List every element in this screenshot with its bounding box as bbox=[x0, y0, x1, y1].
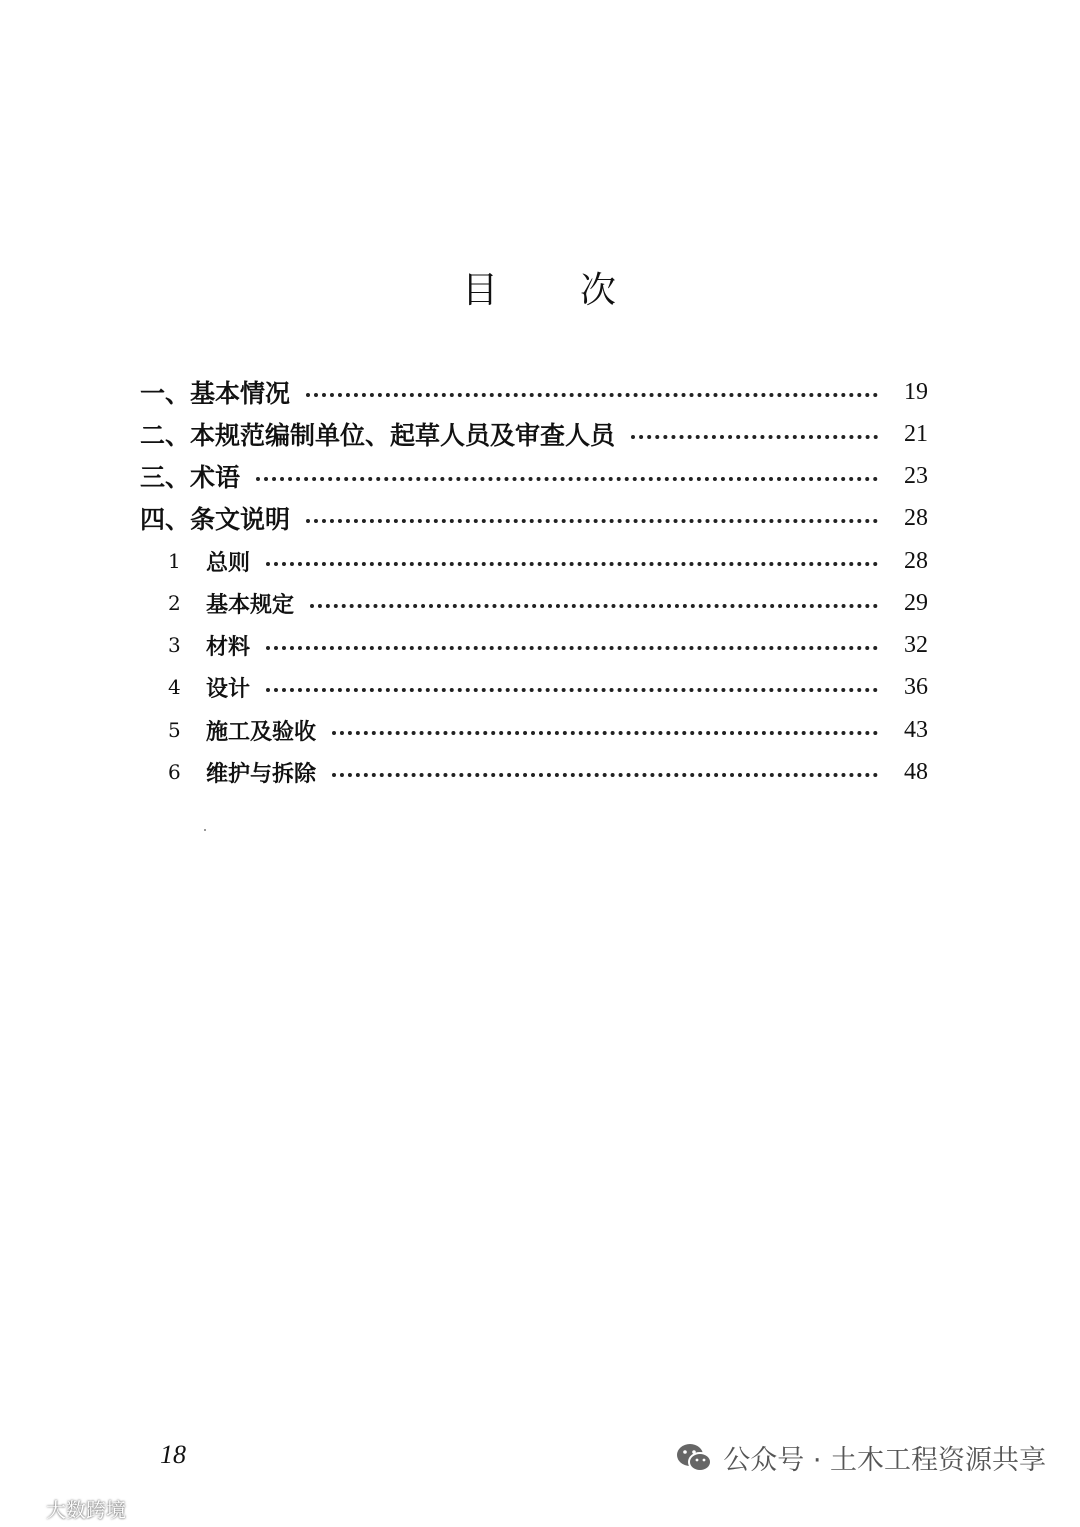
toc-subentry[interactable] bbox=[168, 625, 928, 665]
toc-subentry-number: 6 bbox=[168, 760, 181, 784]
toc-title-char: 目 bbox=[461, 270, 500, 311]
page-number: 18 bbox=[160, 1440, 186, 1469]
toc-subentry-label: 基本规定 bbox=[206, 591, 295, 618]
dot-leader bbox=[266, 562, 878, 566]
toc-subentry-label: 维护与拆除 bbox=[206, 760, 317, 787]
toc-subentry[interactable] bbox=[168, 752, 928, 792]
brand-logo-icon bbox=[10, 1497, 40, 1521]
toc-subentry-number: 1 bbox=[168, 549, 181, 573]
toc-subentry[interactable] bbox=[168, 667, 928, 707]
toc-subentry-page: 29 bbox=[904, 589, 928, 616]
wechat-icon bbox=[675, 1442, 713, 1474]
toc-subentry-page: 48 bbox=[904, 758, 928, 785]
wechat-watermark bbox=[675, 1438, 1046, 1477]
toc-subentry-number: 2 bbox=[168, 591, 181, 615]
toc-subentry-label: 总则 bbox=[206, 549, 251, 576]
dot-leader bbox=[631, 435, 878, 439]
toc-entry-page: 21 bbox=[904, 420, 928, 447]
toc-subentry-number: 3 bbox=[168, 633, 181, 657]
toc-entry-page: 23 bbox=[904, 462, 928, 489]
toc-entry-label: 二、本规范编制单位、起草人员及审查人员 bbox=[140, 421, 616, 450]
toc-entry-page: 28 bbox=[904, 504, 928, 531]
scan-speck bbox=[204, 829, 206, 831]
toc-entry-label: 一、基本情况 bbox=[140, 379, 291, 408]
watermark-text: 大数跨境 bbox=[46, 1498, 126, 1522]
toc-subentry-number: 5 bbox=[168, 718, 181, 742]
dot-leader bbox=[332, 773, 878, 777]
toc-subentry-number: 4 bbox=[168, 675, 181, 699]
toc-title-char: 次 bbox=[580, 270, 619, 311]
toc-entry[interactable] bbox=[140, 414, 928, 454]
toc-entry-page: 19 bbox=[904, 378, 928, 405]
dot-leader bbox=[266, 646, 878, 650]
toc-subentry-page: 43 bbox=[904, 716, 928, 743]
toc-subentry-page: 32 bbox=[904, 631, 928, 658]
dot-leader bbox=[306, 393, 878, 397]
dot-leader bbox=[256, 477, 878, 481]
toc-title bbox=[0, 262, 1080, 313]
dot-leader bbox=[266, 688, 878, 692]
toc-subentry-page: 28 bbox=[904, 547, 928, 574]
toc-subentry[interactable] bbox=[168, 710, 928, 750]
toc-entry[interactable] bbox=[140, 498, 928, 538]
toc-subentry[interactable] bbox=[168, 541, 928, 581]
toc-subentry-label: 施工及验收 bbox=[206, 718, 317, 745]
dot-leader bbox=[332, 731, 878, 735]
dot-leader bbox=[310, 604, 878, 608]
toc-entry[interactable] bbox=[140, 456, 928, 496]
dot-leader bbox=[306, 519, 878, 523]
toc-entry-label: 四、条文说明 bbox=[140, 505, 291, 534]
toc-entry-label: 三、术语 bbox=[140, 463, 241, 492]
toc-subentry-page: 36 bbox=[904, 673, 928, 700]
toc-subentry-label: 材料 bbox=[206, 633, 251, 660]
toc-subentry-label: 设计 bbox=[206, 675, 251, 702]
watermark-text: 公众号 · 土木工程资源共享 bbox=[723, 1445, 1046, 1476]
toc-subentry[interactable] bbox=[168, 583, 928, 623]
source-watermark bbox=[10, 1494, 126, 1523]
toc-entry[interactable] bbox=[140, 372, 928, 412]
